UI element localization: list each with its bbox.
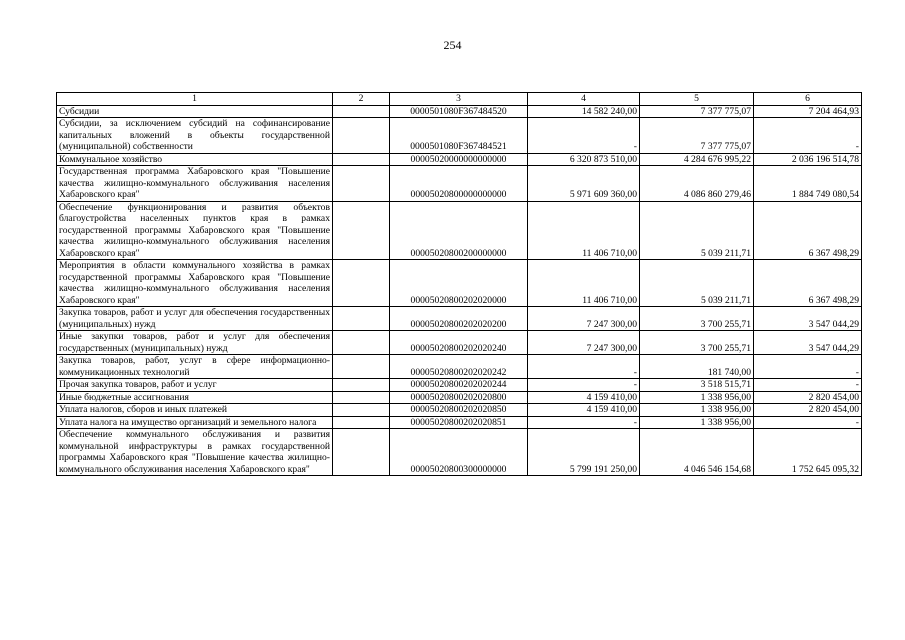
row-name-cell: Уплата налога на имущество организаций и земельного налога [57,416,333,429]
row-value-col5: 4 086 860 279,46 [640,166,754,202]
row-value-col4: 5 971 609 360,00 [528,166,640,202]
row-col2-cell [333,307,390,331]
row-col2-cell [333,118,390,154]
row-value-col6: - [754,355,862,379]
table-row [57,429,862,476]
table-row [57,331,862,355]
row-code-cell: 00005020800300000000 [390,429,528,476]
row-code-cell: 00005020800202020244 [390,379,528,392]
row-value-col5: 1 338 956,00 [640,404,754,417]
row-value-col5: 1 338 956,00 [640,391,754,404]
row-value-col6: 7 204 464,93 [754,105,862,118]
row-name-cell: Уплата налогов, сборов и иных платежей [57,404,333,417]
row-value-col5: 7 377 775,07 [640,118,754,154]
table-row [57,166,862,202]
row-name-cell: Субсидии [57,105,333,118]
budget-table [56,92,862,476]
row-code-cell: 0000501080F367484521 [390,118,528,154]
row-code-cell: 00005020800202020850 [390,404,528,417]
row-code-cell: 00005020800202020240 [390,331,528,355]
row-code-cell: 00005020800202020800 [390,391,528,404]
row-name-cell: Коммунальное хозяйство [57,153,333,166]
header-cell-4: 4 [528,93,640,106]
row-value-col6: 2 820 454,00 [754,404,862,417]
row-value-col6: - [754,379,862,392]
row-name-cell: Государственная программа Хабаровского края "Повышение качества жилищно-коммунального обслуживания населения Хабаровского края" [57,166,333,202]
table-row [57,307,862,331]
row-value-col4: 11 406 710,00 [528,260,640,307]
row-col2-cell [333,355,390,379]
table-header-row [57,93,862,106]
row-value-col5: 1 338 956,00 [640,416,754,429]
row-col2-cell [333,404,390,417]
row-code-cell: 00005020800202020000 [390,260,528,307]
row-name-cell: Иные бюджетные ассигнования [57,391,333,404]
row-value-col4: - [528,416,640,429]
row-code-cell: 00005020000000000000 [390,153,528,166]
header-cell-5: 5 [640,93,754,106]
row-value-col5: 5 039 211,71 [640,260,754,307]
row-code-cell: 00005020800200000000 [390,201,528,260]
header-cell-2: 2 [333,93,390,106]
table-row [57,153,862,166]
row-code-cell: 00005020800202020200 [390,307,528,331]
row-value-col6: - [754,118,862,154]
row-value-col4: 5 799 191 250,00 [528,429,640,476]
table-row [57,105,862,118]
table-row [57,260,862,307]
row-value-col4: 6 320 873 510,00 [528,153,640,166]
row-value-col4: - [528,118,640,154]
row-col2-cell [333,153,390,166]
row-value-col4: 11 406 710,00 [528,201,640,260]
row-col2-cell [333,166,390,202]
row-name-cell: Субсидии, за исключением субсидий на софинансирование капитальных вложений в объекты государственной (муниципальной) собственности [57,118,333,154]
row-name-cell: Закупка товаров, работ и услуг для обеспечения государственных (муниципальных) нужд [57,307,333,331]
row-value-col4: - [528,355,640,379]
row-name-cell: Закупка товаров, работ, услуг в сфере информационно-коммуникационных технологий [57,355,333,379]
row-value-col6: 3 547 044,29 [754,307,862,331]
row-name-cell: Обеспечение функционирования и развития объектов благоустройства населенных пунктов края в рамках государственной программы Хабаровского края "Повышение качества жилищно-коммунального обслуживания населения Хабаровского края" [57,201,333,260]
table-row [57,404,862,417]
row-code-cell: 00005020800000000000 [390,166,528,202]
row-value-col5: 181 740,00 [640,355,754,379]
row-value-col4: 14 582 240,00 [528,105,640,118]
row-col2-cell [333,379,390,392]
row-value-col4: 4 159 410,00 [528,391,640,404]
row-value-col5: 4 046 546 154,68 [640,429,754,476]
table-row [57,416,862,429]
row-value-col6: 3 547 044,29 [754,331,862,355]
row-value-col5: 5 039 211,71 [640,201,754,260]
row-value-col4: - [528,379,640,392]
row-col2-cell [333,391,390,404]
row-code-cell: 0000501080F367484520 [390,105,528,118]
table-row [57,118,862,154]
row-col2-cell [333,201,390,260]
page-number: 254 [443,38,462,52]
row-col2-cell [333,260,390,307]
row-name-cell: Прочая закупка товаров, работ и услуг [57,379,333,392]
row-value-col6: 2 036 196 514,78 [754,153,862,166]
row-col2-cell [333,105,390,118]
row-value-col4: 7 247 300,00 [528,331,640,355]
row-value-col6: 1 884 749 080,54 [754,166,862,202]
table-row [57,355,862,379]
row-code-cell: 00005020800202020851 [390,416,528,429]
row-value-col4: 7 247 300,00 [528,307,640,331]
row-value-col5: 3 518 515,71 [640,379,754,392]
table-row [57,391,862,404]
row-value-col5: 3 700 255,71 [640,307,754,331]
row-value-col5: 4 284 676 995,22 [640,153,754,166]
row-name-cell: Иные закупки товаров, работ и услуг для обеспечения государственных (муниципальных) нужд [57,331,333,355]
row-value-col6: 1 752 645 095,32 [754,429,862,476]
table-row [57,201,862,260]
row-col2-cell [333,429,390,476]
row-value-col5: 3 700 255,71 [640,331,754,355]
row-value-col6: - [754,416,862,429]
row-value-col6: 2 820 454,00 [754,391,862,404]
row-value-col6: 6 367 498,29 [754,260,862,307]
row-value-col4: 4 159 410,00 [528,404,640,417]
header-cell-6: 6 [754,93,862,106]
row-value-col5: 7 377 775,07 [640,105,754,118]
row-name-cell: Мероприятия в области коммунального хозяйства в рамках государственной программы Хабаровского края "Повышение качества жилищно-коммунального обслуживания населения Хабаровского края" [57,260,333,307]
row-col2-cell [333,331,390,355]
row-value-col6: 6 367 498,29 [754,201,862,260]
row-name-cell: Обеспечение коммунального обслуживания и развития коммунальной инфраструктуры в рамках государственной программы Хабаровского края "Повышение качества жилищно-коммунального обслуживания населения Хабаровского края" [57,429,333,476]
table-row [57,379,862,392]
header-cell-1: 1 [57,93,333,106]
row-code-cell: 00005020800202020242 [390,355,528,379]
header-cell-3: 3 [390,93,528,106]
row-col2-cell [333,416,390,429]
